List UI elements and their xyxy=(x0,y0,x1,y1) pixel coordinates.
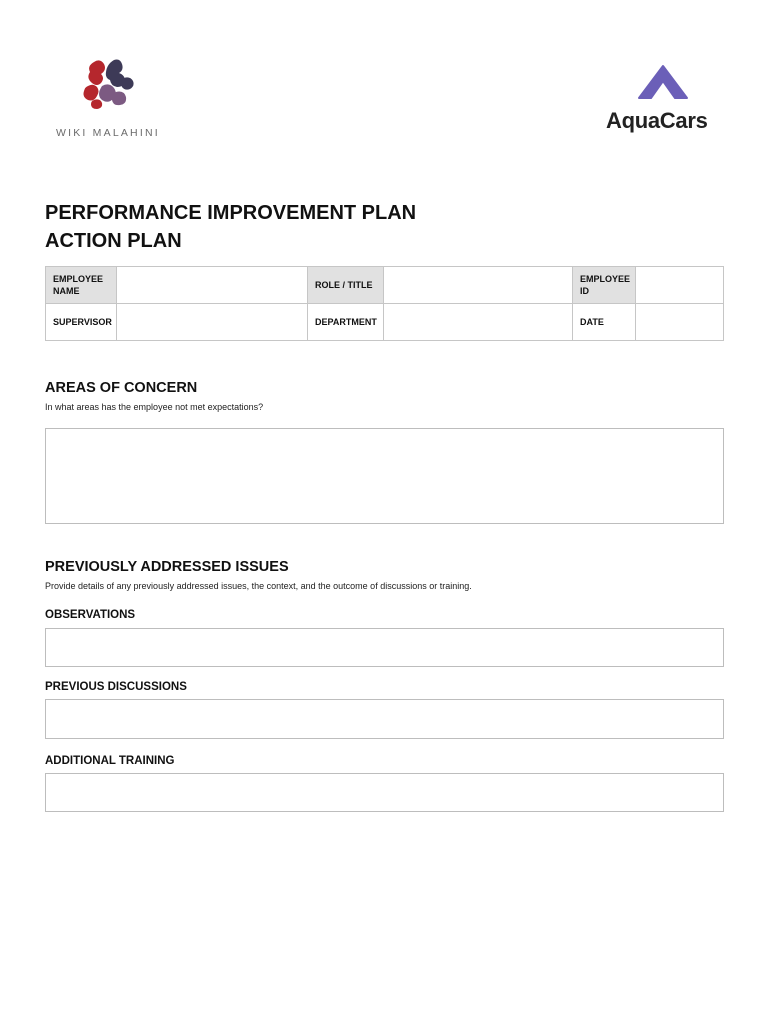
table-row xyxy=(46,304,724,341)
role-title-field[interactable] xyxy=(384,267,573,304)
aquacars-wordmark: AquaCars xyxy=(606,108,708,133)
areas-of-concern-heading: AREAS OF CONCERN xyxy=(45,380,198,396)
page-title: PERFORMANCE IMPROVEMENT PLAN xyxy=(45,202,417,224)
employee-name-field[interactable] xyxy=(117,267,308,304)
observations-label: OBSERVATIONS xyxy=(45,609,136,621)
observations-field[interactable] xyxy=(45,628,724,667)
previously-addressed-prompt: Provide details of any previously addressed issues, the context, and the outcome of discussions or training. xyxy=(45,581,472,591)
date-field[interactable] xyxy=(636,304,724,341)
supervisor-field[interactable] xyxy=(117,304,308,341)
chevron-up-icon xyxy=(637,64,689,100)
role-title-label: ROLE / TITLE xyxy=(308,267,384,304)
department-label: DEPARTMENT xyxy=(308,304,384,341)
previous-discussions-label: PREVIOUS DISCUSSIONS xyxy=(45,681,187,693)
additional-training-label: ADDITIONAL TRAINING xyxy=(45,755,175,767)
additional-training-field[interactable] xyxy=(45,773,724,812)
wiki-malahini-wordmark: WIKI MALAHINI xyxy=(56,127,160,139)
areas-of-concern-textarea[interactable] xyxy=(45,428,724,524)
employee-id-label: EMPLOYEE ID xyxy=(573,267,636,304)
employee-name-label: EMPLOYEE NAME xyxy=(46,267,117,304)
department-field[interactable] xyxy=(384,304,573,341)
employee-id-field[interactable] xyxy=(636,267,724,304)
wiki-malahini-logo xyxy=(56,56,171,146)
previous-discussions-field[interactable] xyxy=(45,699,724,739)
page-subtitle: ACTION PLAN xyxy=(45,230,182,252)
date-label: DATE xyxy=(573,304,636,341)
employee-info-table xyxy=(45,266,724,341)
wiki-malahini-emblem-icon xyxy=(80,56,144,120)
aquacars-logo xyxy=(600,60,725,140)
supervisor-label: SUPERVISOR xyxy=(46,304,117,341)
previously-addressed-heading: PREVIOUSLY ADDRESSED ISSUES xyxy=(45,559,289,575)
areas-of-concern-prompt: In what areas has the employee not met expectations? xyxy=(45,402,264,412)
table-row xyxy=(46,267,724,304)
